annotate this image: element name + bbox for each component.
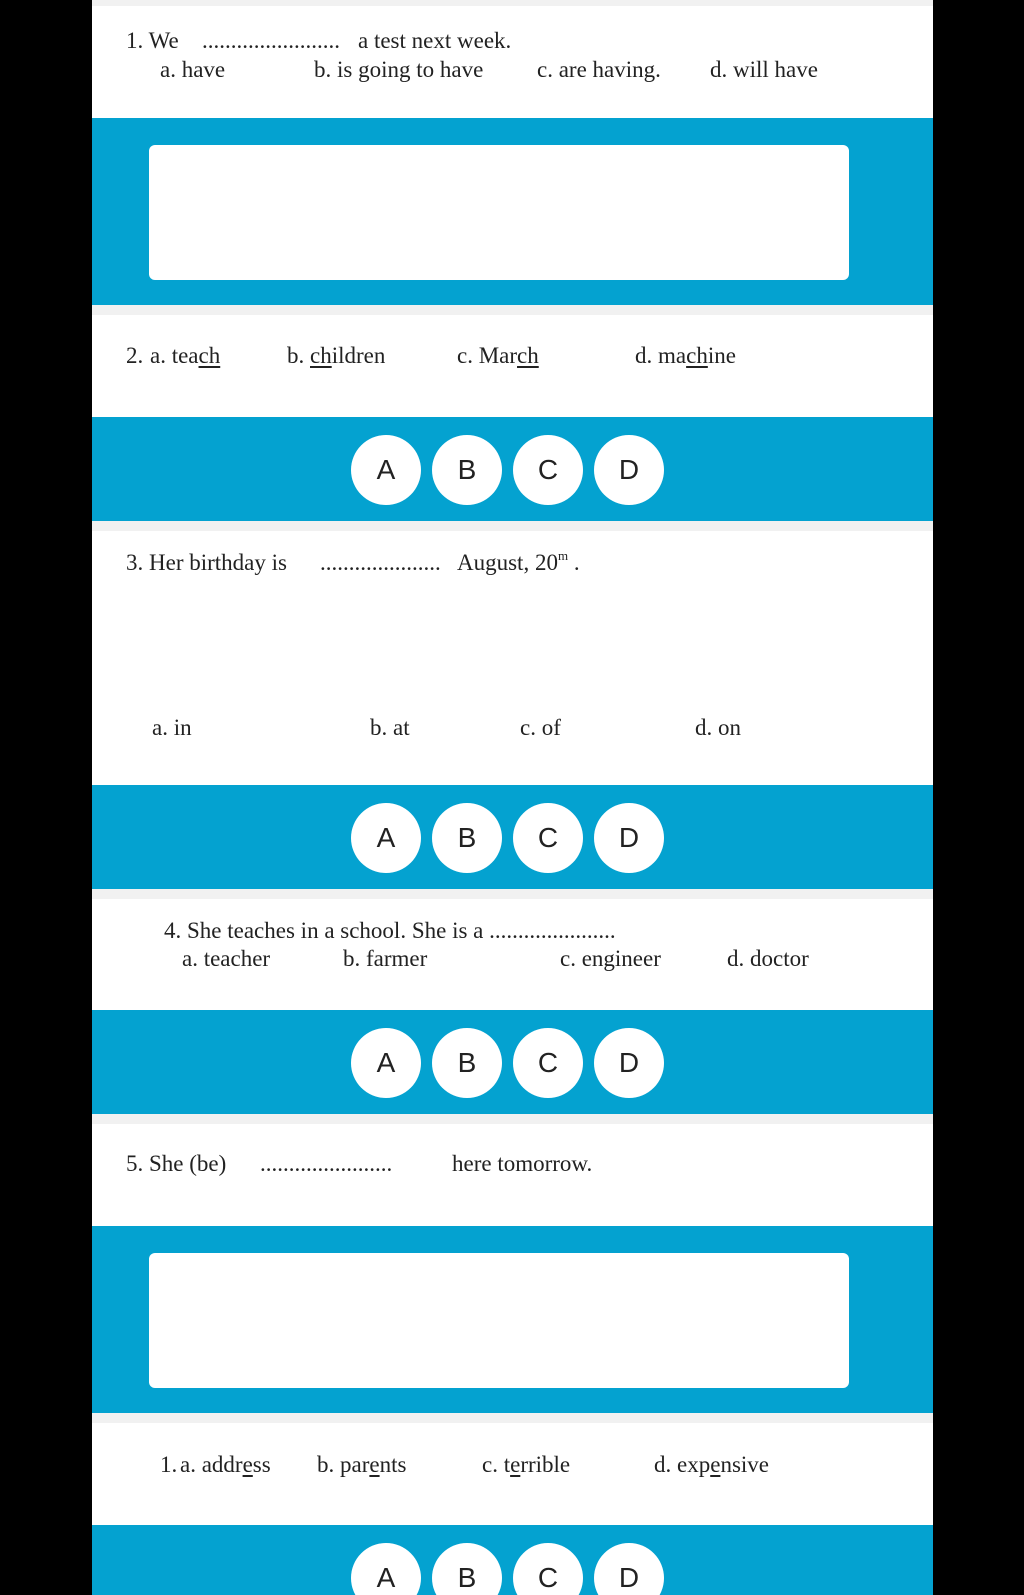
question-2-card (92, 315, 933, 417)
q4-choice-b-button[interactable]: B (432, 1028, 502, 1098)
q3-option-c: c. of (520, 715, 561, 740)
q1-answer-input[interactable] (149, 145, 849, 280)
q3-option-a: a. in (152, 715, 192, 740)
question-6-card (92, 1423, 933, 1525)
q4-option-a: a. teacher (182, 946, 271, 971)
q5-answer-band (92, 1226, 933, 1413)
q6-number: 1. (160, 1452, 178, 1477)
q3-choice-c-button[interactable]: C (513, 803, 583, 873)
q6-choice-band (92, 1525, 933, 1595)
q1-option-d: d. will have (710, 57, 818, 82)
q4-choice-band (92, 1010, 933, 1114)
q6-option-c: c. terrible (482, 1452, 571, 1477)
q6-choice-c-button[interactable]: C (513, 1543, 583, 1595)
q4-option-c: c. engineer (560, 946, 661, 971)
question-3-card (92, 531, 933, 785)
question-4-card (92, 899, 933, 1010)
q4-option-d: d. doctor (727, 946, 809, 971)
q6-choice-a-button[interactable]: A (351, 1543, 421, 1595)
q2-choice-a-button[interactable]: A (351, 435, 421, 505)
question-5-card (92, 1124, 933, 1226)
q1-stem-end: a test next week. (358, 28, 512, 53)
q5-answer-input[interactable] (149, 1253, 849, 1388)
q3-choice-a-button[interactable]: A (351, 803, 421, 873)
q2-option-a: a. teach (150, 343, 221, 368)
q3-stem-start: 3. Her birthday is (126, 550, 287, 575)
q4-choice-d-button[interactable]: D (594, 1028, 664, 1098)
q2-choice-b-button[interactable]: B (432, 435, 502, 505)
q6-option-b: b. parents (317, 1452, 407, 1477)
q2-option-c: c. March (457, 343, 539, 368)
q2-number: 2. (126, 343, 144, 368)
q3-stem-end: August, 20$^m$ . (457, 548, 580, 575)
q1-answer-band (92, 118, 933, 305)
q1-option-c: c. are having. (537, 57, 661, 82)
q6-option-a: a. address (180, 1452, 271, 1477)
question-1-card (92, 6, 933, 118)
q3-option-d: d. on (695, 715, 741, 740)
q1-option-b: b. is going to have (314, 57, 484, 82)
q6-choice-b-button[interactable]: B (432, 1543, 502, 1595)
q3-choice-d-button[interactable]: D (594, 803, 664, 873)
q6-option-d: d. expensive (654, 1452, 769, 1477)
q2-choice-c-button[interactable]: C (513, 435, 583, 505)
q4-choice-c-button[interactable]: C (513, 1028, 583, 1098)
q4-stem: 4. She teaches in a school. She is a ...................... (164, 918, 616, 943)
q1-option-a: a. have (160, 57, 226, 82)
q3-choice-b-button[interactable]: B (432, 803, 502, 873)
q2-option-d: d. machine (635, 343, 736, 368)
q6-choice-d-button[interactable]: D (594, 1543, 664, 1595)
q5-blank: ....................... (260, 1151, 393, 1176)
q1-blank: ........................ (202, 28, 340, 53)
q3-option-b: b. at (370, 715, 410, 740)
q2-choice-band (92, 417, 933, 521)
q3-blank: ..................... (320, 550, 441, 575)
q5-stem-end: here tomorrow. (452, 1151, 593, 1176)
q1-stem-start: 1. We (126, 28, 179, 53)
quiz-page (92, 0, 933, 1595)
q2-option-b: b. children (287, 343, 386, 368)
q3-choice-band (92, 785, 933, 889)
q2-choice-d-button[interactable]: D (594, 435, 664, 505)
q5-stem-start: 5. She (be) (126, 1151, 227, 1176)
q4-option-b: b. farmer (343, 946, 428, 971)
q4-choice-a-button[interactable]: A (351, 1028, 421, 1098)
